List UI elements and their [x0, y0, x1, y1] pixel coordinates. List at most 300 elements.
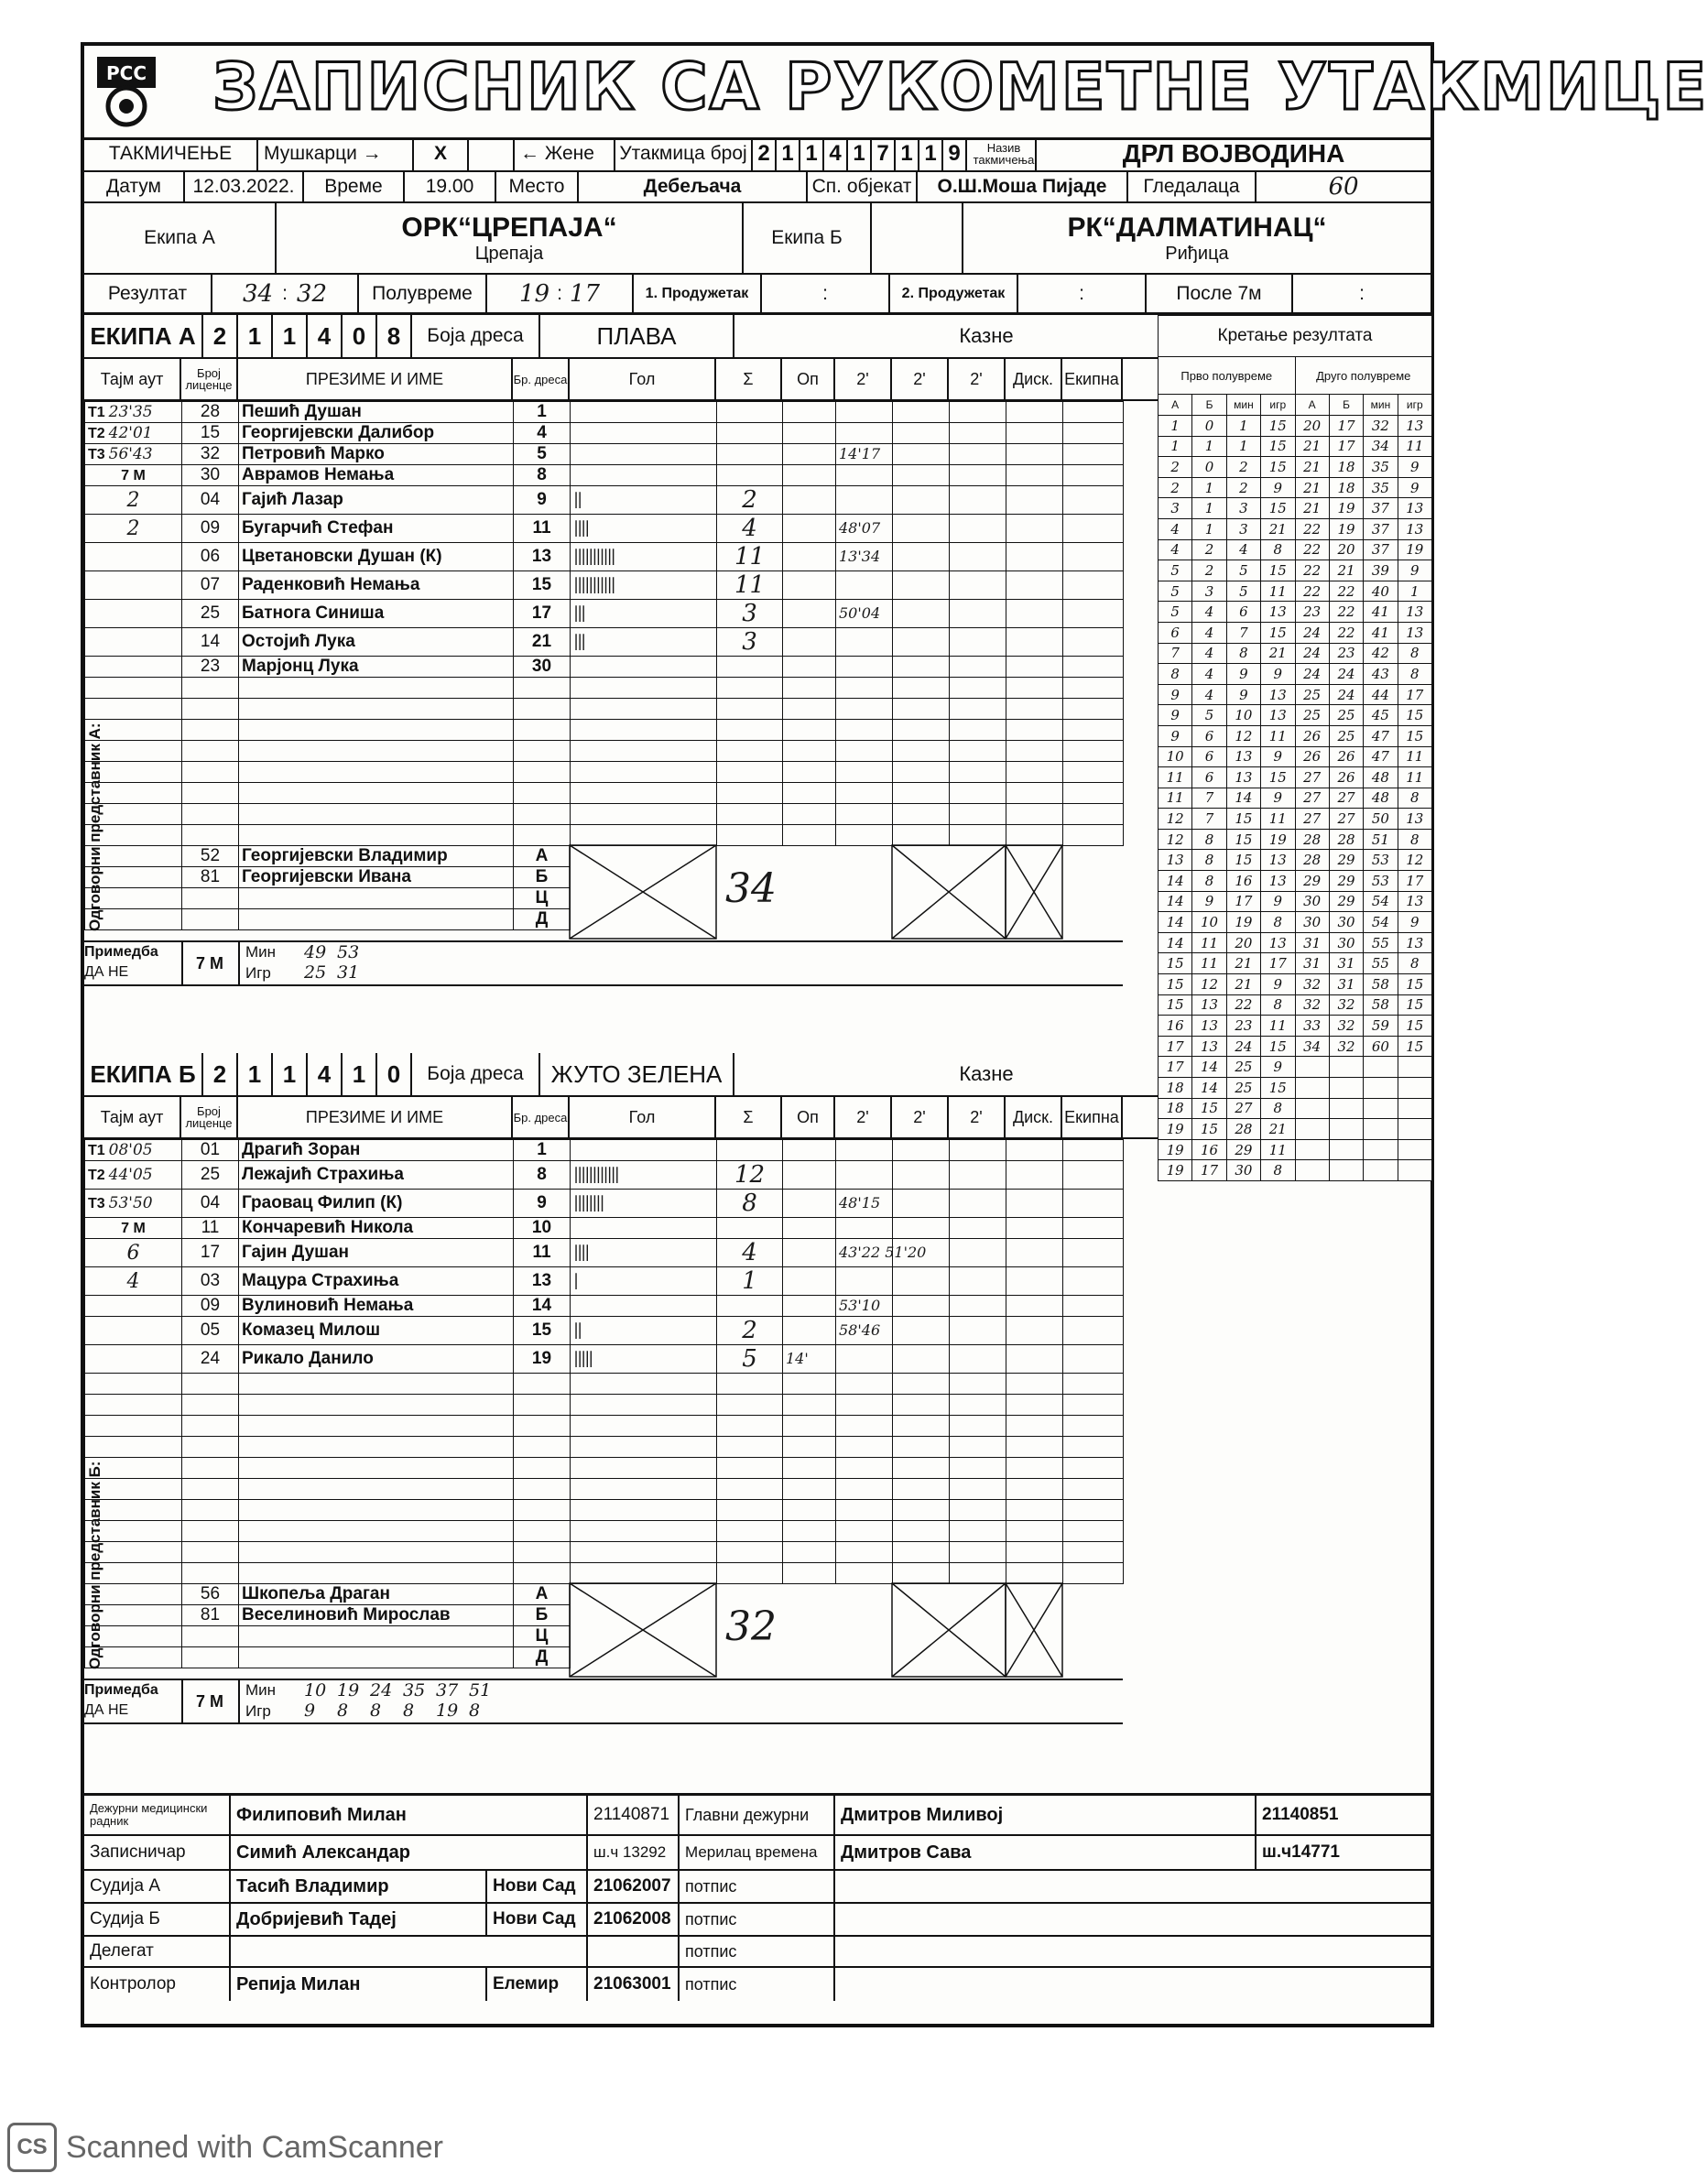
timeout-label: T2: [88, 426, 105, 441]
men-label: Мушкарци →: [258, 137, 414, 170]
progress-value: 15: [1406, 727, 1424, 744]
progress-cell: [1295, 539, 1329, 560]
table-row: [85, 444, 1124, 465]
table-cell: [239, 741, 514, 762]
player-name: Цветановски Душан (К): [242, 547, 442, 566]
table-cell: [893, 657, 950, 678]
progress-cell: [1192, 1057, 1226, 1078]
footer-timer-label: Мерилац времена: [680, 1836, 835, 1869]
table-cell: [1006, 783, 1063, 804]
team-a-city: Црепаја: [474, 243, 544, 264]
progress-value: 19: [1235, 914, 1253, 931]
table-cell: [1063, 1563, 1124, 1584]
table-cell: [239, 783, 514, 804]
remark-label: Примедба: [84, 943, 158, 960]
official-name: Георгијевски Владимир: [242, 845, 448, 865]
table-cell: [1063, 1416, 1124, 1437]
progress-cell: [1159, 416, 1192, 437]
progress-value: 9: [1204, 893, 1214, 910]
match-digit: 1: [848, 137, 872, 170]
table-cell: [893, 465, 950, 486]
progress-value: 21: [1303, 438, 1322, 455]
progress-cell: [1329, 1036, 1363, 1057]
progress-cell: [1398, 457, 1431, 478]
progress-cell: [1261, 622, 1295, 643]
progress-cell: [1398, 705, 1431, 726]
official-name: Веселиновић Мирослав: [242, 1604, 451, 1624]
table-cell: [1063, 1296, 1124, 1317]
table-cell: [836, 1140, 893, 1161]
table-cell: [893, 783, 950, 804]
progress-value: 2: [1239, 479, 1248, 496]
table-cell: [836, 515, 893, 543]
table-cell: [182, 1374, 239, 1395]
table-cell: [950, 699, 1006, 720]
table-cell: [1063, 1239, 1124, 1267]
table-cell: [717, 543, 783, 571]
progress-value: 20: [1337, 541, 1355, 559]
table-cell: [571, 1458, 717, 1479]
table-cell: [717, 1218, 783, 1239]
timeout-label: 7 M: [121, 468, 146, 484]
table-cell: [836, 628, 893, 657]
table-cell: [571, 804, 717, 825]
jersey-no: 1: [537, 402, 547, 421]
table-cell: [783, 1521, 836, 1542]
m7-player: 25: [304, 962, 327, 983]
progress-value: 21: [1268, 645, 1287, 662]
progress-row: [1159, 1139, 1432, 1160]
footer-rec-no: ш.ч 13292: [588, 1836, 680, 1869]
progress-value: 15: [1166, 975, 1184, 993]
progress-cell: [1295, 436, 1329, 457]
progress-value: 8: [1273, 541, 1283, 559]
progress-cell: [1192, 1160, 1226, 1181]
competition-row: [84, 137, 1431, 172]
progress-cell: [1329, 1016, 1363, 1037]
match-record-sheet: [81, 42, 1708, 2027]
progress-value: 3: [1170, 500, 1180, 517]
progress-cell: [1261, 664, 1295, 685]
table-cell: [239, 1416, 514, 1437]
table-cell: [239, 1317, 514, 1345]
team-code-digit: 1: [343, 1053, 377, 1095]
progress-value: 8: [1273, 1100, 1283, 1117]
progress-value: 1: [1239, 417, 1248, 434]
progress-row: [1159, 767, 1432, 788]
table-cell: [783, 657, 836, 678]
table-cell: [571, 1140, 717, 1161]
penalty-note: 6: [126, 1241, 140, 1265]
progress-cell: [1364, 705, 1398, 726]
table-cell: [893, 1140, 950, 1161]
player-name: Аврамов Немања: [242, 465, 395, 484]
table-cell: [836, 1161, 893, 1190]
half2-label: Друго полувреме: [1316, 368, 1411, 383]
progress-cell: [1398, 622, 1431, 643]
progress-cell: [1192, 622, 1226, 643]
progress-cell: [1329, 436, 1363, 457]
footer-row: [84, 1836, 1431, 1871]
table-cell: [836, 1500, 893, 1521]
table-cell: [950, 804, 1006, 825]
progress-cell: [1261, 1078, 1295, 1099]
progress-value: 15: [1406, 1017, 1424, 1035]
match-digit: 9: [943, 137, 967, 170]
table-cell: [1006, 515, 1063, 543]
progress-value: 9: [1239, 665, 1248, 682]
timeout-time: 53'50: [108, 1194, 153, 1212]
table-cell: [950, 741, 1006, 762]
table-cell: [514, 804, 571, 825]
license-no: 09: [200, 518, 221, 538]
table-cell: [1063, 825, 1124, 846]
table-cell: [783, 571, 836, 600]
table-row: [85, 423, 1124, 444]
progress-value: 15: [1268, 500, 1287, 517]
table-cell: [717, 402, 783, 423]
table-cell: [514, 1190, 571, 1218]
table-cell: [1063, 465, 1124, 486]
table-row: [85, 657, 1124, 678]
score-sep: :: [282, 282, 288, 304]
progress-cell: [1295, 974, 1329, 995]
progress-value: 44: [1371, 686, 1389, 703]
table-cell: [893, 825, 950, 846]
progress-cell: [1364, 1057, 1398, 1078]
progress-value: 27: [1337, 789, 1355, 807]
footer-sign-label: потпис: [680, 1871, 835, 1902]
table-cell: [1063, 628, 1124, 657]
table-cell: [836, 444, 893, 465]
progress-cell: [1261, 477, 1295, 498]
progress-col-row: [1159, 395, 1432, 416]
table-cell: [239, 600, 514, 628]
footer-med-no: 21140871: [588, 1796, 680, 1834]
table-cell: [1063, 1140, 1124, 1161]
progress-cell: [1364, 1098, 1398, 1119]
table-cell: [85, 1437, 182, 1458]
table-cell: [950, 1374, 1006, 1395]
progress-value: 53: [1371, 872, 1389, 889]
progress-cell: [1192, 767, 1226, 788]
progress-value: 8: [1204, 872, 1214, 889]
col-two: 2': [949, 359, 1006, 399]
table-cell: [836, 657, 893, 678]
penalty-note: 2: [126, 488, 140, 512]
goal-tally: |: [573, 1271, 578, 1290]
jersey-no: 8: [537, 1165, 547, 1184]
progress-value: 19: [1406, 541, 1424, 559]
table-cell: [717, 825, 783, 846]
table-cell: [1063, 1317, 1124, 1345]
progress-cell: [1398, 912, 1431, 933]
table-cell: [717, 1458, 783, 1479]
goal-tally: ||||||||: [573, 1193, 604, 1212]
progress-cell: [1398, 539, 1431, 560]
table-cell: [514, 825, 571, 846]
progress-row: [1159, 1036, 1432, 1057]
table-cell: [1063, 1458, 1124, 1479]
progress-value: 4: [1204, 645, 1214, 662]
table-cell: [85, 678, 182, 699]
progress-cell: [1226, 602, 1260, 623]
table-cell: [717, 699, 783, 720]
progress-row: [1159, 871, 1432, 892]
progress-col: [1192, 395, 1226, 416]
progress-value: 47: [1371, 748, 1389, 766]
score-a: 34: [242, 279, 274, 308]
progress-value: 25: [1235, 1079, 1253, 1096]
table-row: [85, 1296, 1124, 1317]
jersey-label: Боја дреса: [412, 315, 540, 357]
table-row: [85, 1374, 1124, 1395]
footer-timer-name: Дмитров Сава: [835, 1836, 1257, 1869]
table-cell: [1006, 465, 1063, 486]
progress-value: 14: [1201, 1079, 1219, 1096]
goal-tally: |||||: [573, 1349, 593, 1368]
representative-label: Одговорни представник А:: [86, 722, 103, 931]
progress-cell: [1261, 560, 1295, 581]
progress-cell: [1398, 932, 1431, 953]
table-cell: [182, 628, 239, 657]
progress-row: [1159, 1098, 1432, 1119]
progress-value: 60: [1371, 1038, 1389, 1055]
table-cell: [950, 1239, 1006, 1267]
footer-ctrl-city: Елемир: [487, 1968, 588, 2001]
progress-value: 1: [1239, 438, 1248, 455]
table-cell: [85, 571, 182, 600]
progress-row: [1159, 829, 1432, 850]
progress-cell: [1295, 518, 1329, 539]
m7-minute: 49: [304, 941, 327, 962]
suspension-time: 50'04: [839, 604, 881, 622]
progress-cell: [1329, 788, 1363, 809]
progress-cell: [1226, 416, 1260, 437]
table-cell: [717, 1500, 783, 1521]
col-lic: Број лиценце: [181, 359, 238, 399]
table-cell: [571, 515, 717, 543]
progress-value: 37: [1371, 541, 1389, 559]
table-cell: [1063, 543, 1124, 571]
progress-value: 9: [1410, 479, 1420, 496]
progress-value: 6: [1239, 603, 1248, 621]
footer-sign-label: потпис: [680, 1968, 835, 2001]
progress-col: [1364, 395, 1398, 416]
progress-cell: [1398, 788, 1431, 809]
progress-value: 9: [1273, 789, 1283, 807]
progress-value: 14: [1166, 872, 1184, 889]
progress-col-label: А: [1171, 398, 1180, 411]
table-cell: [239, 465, 514, 486]
progress-cell: [1398, 746, 1431, 767]
table-row: [85, 1161, 1124, 1190]
progress-cell: [1159, 767, 1192, 788]
table-row: [85, 465, 1124, 486]
progress-cell: [1159, 684, 1192, 705]
progress-value: 17: [1337, 417, 1355, 434]
license-no: 06: [200, 547, 221, 566]
player-name: Петровић Марко: [242, 444, 385, 463]
table-cell: [836, 1345, 893, 1374]
progress-cell: [1295, 788, 1329, 809]
progress-value: 35: [1371, 479, 1389, 496]
progress-value: 28: [1303, 831, 1322, 848]
table-cell: [950, 1296, 1006, 1317]
progress-value: 32: [1337, 1038, 1355, 1055]
table-cell: [239, 543, 514, 571]
progress-value: 4: [1239, 541, 1248, 559]
table-cell: [717, 1267, 783, 1296]
cross-mark: [1006, 845, 1062, 939]
progress-value: 37: [1371, 500, 1389, 517]
progress-cell: [1295, 416, 1329, 437]
table-cell: [836, 720, 893, 741]
table-cell: [783, 1416, 836, 1437]
progress-value: 8: [1273, 996, 1283, 1014]
progress-value: 1: [1170, 417, 1180, 434]
table-cell: [717, 1521, 783, 1542]
match-digit: 7: [872, 137, 896, 170]
progress-value: 30: [1235, 1162, 1253, 1179]
progress-value: 8: [1239, 645, 1248, 662]
table-cell: [1063, 699, 1124, 720]
progress-cell: [1329, 622, 1363, 643]
progress-value: 25: [1235, 1059, 1253, 1076]
footer-empty: [835, 1937, 1431, 1966]
license-no: 09: [200, 1296, 221, 1315]
progress-value: 13: [1268, 707, 1287, 724]
table-cell: [1006, 1458, 1063, 1479]
progress-value: 21: [1303, 479, 1322, 496]
table-cell: [783, 402, 836, 423]
table-cell: [783, 1190, 836, 1218]
table-cell: [1006, 1374, 1063, 1395]
timeout-time: 44'05: [108, 1166, 153, 1184]
spectators-value: 60: [1328, 173, 1359, 201]
progress-value: 1: [1170, 438, 1180, 455]
progress-value: 1: [1204, 520, 1214, 538]
progress-cell: [1192, 477, 1226, 498]
record-title: ЗАПИСНИК СА РУКОМЕТНЕ УТАКМИЦЕ: [212, 49, 1708, 125]
col-op: Оп: [782, 1097, 835, 1137]
progress-value: 13: [1268, 686, 1287, 703]
progress-cell: [1398, 891, 1431, 912]
table-row: [85, 804, 1124, 825]
col-two: 2': [835, 359, 892, 399]
table-cell: [950, 1190, 1006, 1218]
progress-cell: [1226, 1119, 1260, 1140]
progress-value: 25: [1303, 707, 1322, 724]
table-cell: [182, 1345, 239, 1374]
table-cell: [1006, 1296, 1063, 1317]
footer-del-label: Делегат: [84, 1937, 231, 1966]
table-cell: [571, 402, 717, 423]
official-role: А: [535, 845, 549, 865]
camscanner-watermark: [7, 2123, 443, 2172]
progress-value: 15: [1235, 810, 1253, 828]
table-cell: [182, 1190, 239, 1218]
progress-value: 18: [1337, 458, 1355, 475]
table-cell: [239, 1345, 514, 1374]
footer-refa-no: 21062007: [588, 1871, 680, 1902]
table-cell: [783, 515, 836, 543]
progress-value: 30: [1303, 914, 1322, 931]
table-cell: [950, 1437, 1006, 1458]
progress-col: [1329, 395, 1363, 416]
footer-rec-name: Симић Александар: [231, 1836, 588, 1869]
table-cell: [893, 628, 950, 657]
progress-value: 9: [1273, 665, 1283, 682]
license-no: 11: [201, 1218, 220, 1237]
table-cell: [893, 1437, 950, 1458]
table-cell: [950, 1500, 1006, 1521]
cross-mark: [1006, 1583, 1062, 1677]
table-cell: [1063, 1395, 1124, 1416]
progress-value: 11: [1268, 727, 1287, 744]
table-cell: [836, 600, 893, 628]
table-cell: [950, 1317, 1006, 1345]
progress-row: [1159, 664, 1432, 685]
place-label: Место: [496, 172, 579, 201]
m7-minute: 19: [337, 1679, 360, 1700]
progress-value: 48: [1371, 768, 1389, 786]
table-cell: [571, 444, 717, 465]
progress-cell: [1364, 477, 1398, 498]
table-cell: [836, 423, 893, 444]
progress-cell: [1226, 1098, 1260, 1119]
table-cell: [950, 465, 1006, 486]
progress-cell: [1192, 932, 1226, 953]
progress-value: 9: [1273, 748, 1283, 766]
cross-mark: [570, 1583, 716, 1677]
progress-cell: [1226, 477, 1260, 498]
progress-cell: [1226, 974, 1260, 995]
progress-value: 10: [1235, 707, 1253, 724]
official-role: А: [535, 1583, 549, 1603]
progress-cell: [1261, 850, 1295, 871]
goal-tally: ||||: [573, 1243, 589, 1262]
table-cell: [514, 465, 571, 486]
progress-value: 14: [1166, 934, 1184, 951]
progress-cell: [1261, 974, 1295, 995]
progress-value: 53: [1371, 852, 1389, 869]
m7-player: 31: [337, 962, 360, 983]
table-cell: [85, 1190, 182, 1218]
progress-cell: [1398, 664, 1431, 685]
progress-value: 5: [1204, 707, 1214, 724]
table-cell: [571, 678, 717, 699]
col-exclusion: Екипна: [1062, 1097, 1123, 1137]
progress-value: 11: [1201, 955, 1219, 972]
progress-cell: [1192, 416, 1226, 437]
table-cell: [85, 444, 182, 465]
table-cell: [571, 1542, 717, 1563]
table-cell: [893, 1345, 950, 1374]
progress-cell: [1364, 1036, 1398, 1057]
col-goal: Гол: [570, 359, 716, 399]
footer-row: [84, 1871, 1431, 1904]
table-cell: [893, 600, 950, 628]
player-name: Пешић Душан: [242, 402, 362, 421]
table-cell: [836, 1267, 893, 1296]
match-digit: 1: [896, 137, 919, 170]
table-cell: [836, 486, 893, 515]
table-cell: [950, 1416, 1006, 1437]
spacer: [872, 203, 963, 273]
jersey-no: 11: [532, 518, 551, 538]
progress-cell: [1398, 850, 1431, 871]
